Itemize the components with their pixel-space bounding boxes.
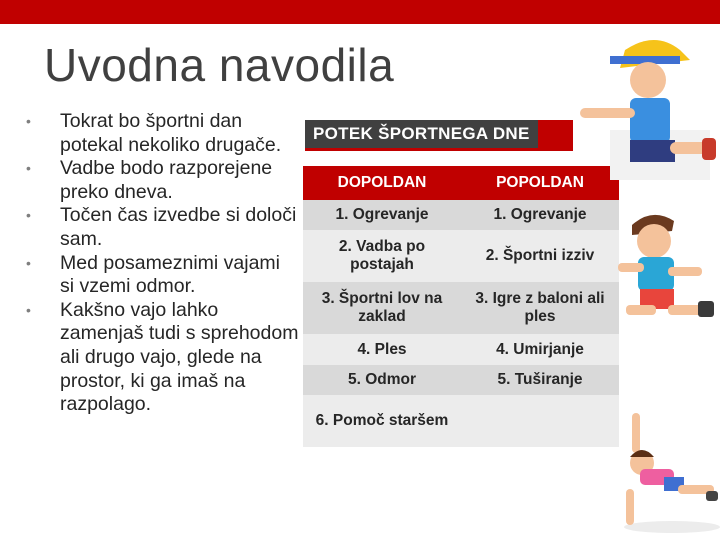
bullet-icon: • [26,301,31,318]
girl-side-plank-illustration [612,405,720,535]
table-cell: 5. Tuširanje [461,365,619,395]
boy-kicking-illustration [570,30,720,190]
instruction-text: Kakšno vajo lahko zamenjaš tudi s sprehodom ali drugo vajo, glede na prostor, ki ga imaš na razpolago. [60,298,299,416]
instruction-item [24,299,299,417]
column-header-afternoon: POPOLDAN [461,166,619,200]
table-cell: 1. Ogrevanje [303,200,461,230]
bullet-icon: • [26,254,31,271]
bullet-icon: • [26,207,31,224]
bullet-icon: • [26,160,31,177]
table-row [303,334,619,365]
table-cell: 2. Športni izziv [461,230,619,282]
instruction-item [24,110,299,157]
bullet-icon: • [26,113,31,129]
table-row [303,200,619,230]
table-row [303,365,619,395]
instruction-item [24,252,299,299]
schedule-table [303,166,619,447]
table-row [303,395,619,447]
instruction-item [24,157,299,204]
table-cell: 5. Odmor [303,365,461,395]
schedule-heading: POTEK ŠPORTNEGA DNE [305,120,538,148]
table-cell: 2. Vadba po postajah [303,230,461,282]
table-cell: 4. Umirjanje [461,334,619,365]
table-cell [461,395,619,447]
table-row [303,230,619,282]
table-row [303,282,619,334]
instruction-text: Točen čas izvedbe si določi sam. [60,204,297,250]
column-header-morning: DOPOLDAN [303,166,461,200]
table-cell: 1. Ogrevanje [461,200,619,230]
table-cell: 6. Pomoč staršem [303,395,461,447]
table-cell: 4. Ples [303,334,461,365]
instruction-text: Vadbe bodo razporejene preko dneva. [60,157,273,203]
instruction-item [24,204,299,251]
table-cell: 3. Športni lov na zaklad [303,282,461,334]
instruction-list [24,110,299,417]
instruction-text: Tokrat bo športni dan potekal nekoliko drugače. [60,110,282,156]
boy-running-illustration [612,205,720,335]
slide-title: Uvodna navodila [44,39,395,91]
top-accent-bar [0,0,720,24]
table-cell: 3. Igre z baloni ali ples [461,282,619,334]
instruction-text: Med posameznimi vajami si vzemi odmor. [60,251,280,298]
